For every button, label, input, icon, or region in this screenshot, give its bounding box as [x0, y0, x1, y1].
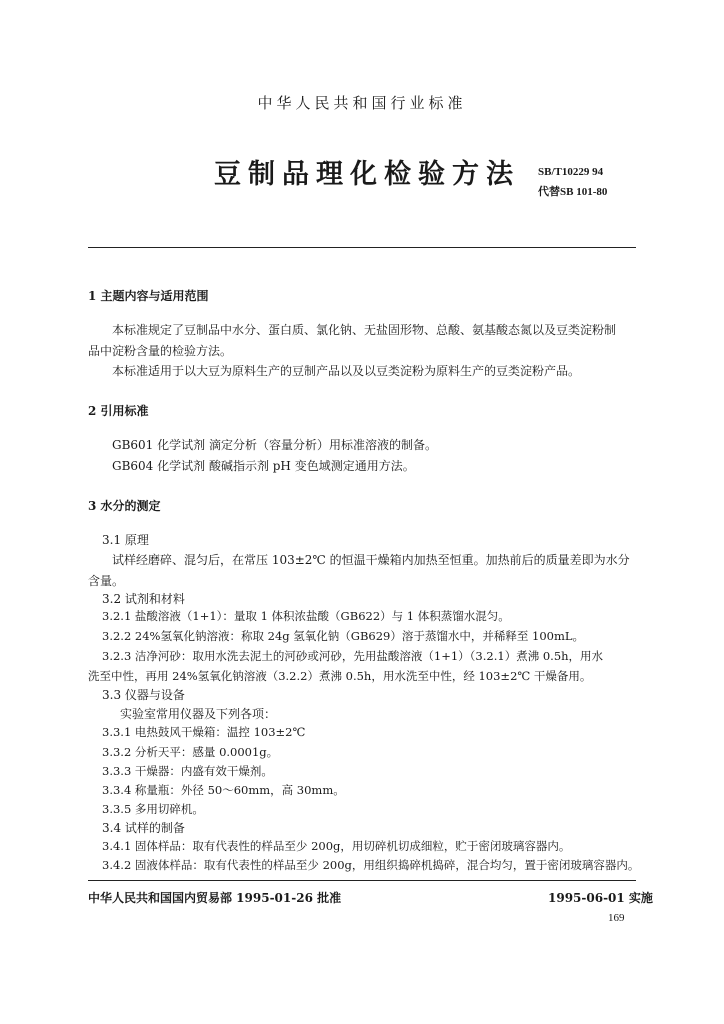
item-3-3-3: 3.3.3 干燥器：内盛有效干燥剂。	[102, 764, 273, 778]
item-3-3-2: 3.3.2 分析天平：感量 0.0001g。	[102, 745, 279, 759]
principle-text: 试样经磨碎、混匀后，在常压 103±2℃ 的恒温干燥箱内加热至恒重。加热前后的质量差即为水分	[112, 553, 630, 567]
page-number: 169	[608, 912, 625, 924]
issuing-organization: 中华人民共和国行业标准	[257, 94, 467, 112]
document-title: 豆制品理化检验方法	[214, 159, 520, 190]
subsection-3-1-heading: 3.1 原理	[102, 533, 149, 547]
item-3-2-3: 3.2.3 洁净河砂：取用水洗去泥土的河砂或河砂，先用盐酸溶液（1+1）（3.2.1）煮沸 0.5h，用水	[102, 649, 604, 663]
section-3-heading: 3 水分的测定	[88, 499, 161, 513]
item-3-2-1: 3.2.1 盐酸溶液（1+1）：量取 1 体积浓盐酸（GB622）与 1 体积蒸馏水混匀。	[102, 609, 510, 623]
item-3-4-1: 3.4.1 固体样品：取有代表性的样品至少 200g，用切碎机切成细粒，贮于密闭玻璃容器内。	[102, 839, 571, 853]
subsection-3-3-heading: 3.3 仪器与设备	[102, 688, 185, 702]
standard-code: SB/T10229 94	[538, 166, 604, 178]
replaces-standard: 代替SB 101-80	[538, 186, 608, 198]
reference-gb601: GB601 化学试剂 滴定分析（容量分析）用标准溶液的制备。	[112, 438, 437, 452]
section-1-heading: 1 主题内容与适用范围	[88, 289, 209, 303]
section-1-paragraph-1: 本标准规定了豆制品中水分、蛋白质、氯化钠、无盐固形物、总酸、氨基酸态氮以及豆类淀粉制	[112, 323, 617, 337]
item-3-4-2: 3.4.2 固液体样品：取有代表性的样品至少 200g，用组织捣碎机捣碎，混合均匀，置于密闭玻璃容器内。	[102, 858, 640, 872]
item-3-2-2: 3.2.2 24%氢氧化钠溶液：称取 24g 氢氧化钠（GB629）溶于蒸馏水中，并稀释至 100mL。	[102, 629, 585, 643]
item-3-2-3-cont: 洗至中性，再用 24%氢氧化钠溶液（3.2.2）煮沸 0.5h，用水洗至中性，经 103±2℃ 干燥备用。	[88, 669, 592, 683]
approval-note: 中华人民共和国国内贸易部 1995-01-26 批准	[88, 891, 342, 905]
section-1-paragraph-2: 本标准适用于以大豆为原料生产的豆制产品以及以豆类淀粉为原料生产的豆类淀粉产品。	[112, 364, 581, 378]
item-3-3-4: 3.3.4 称量瓶：外径 50～60mm，高 30mm。	[102, 783, 345, 797]
footer-divider	[88, 880, 636, 881]
subsection-3-4-heading: 3.4 试样的制备	[102, 821, 185, 835]
principle-text-cont: 含量。	[88, 574, 125, 588]
item-3-3-5: 3.3.5 多用切碎机。	[102, 802, 204, 816]
section-2-heading: 2 引用标准	[88, 404, 149, 418]
section-1-paragraph-1-cont: 品中淀粉含量的检验方法。	[88, 344, 233, 358]
reference-gb604: GB604 化学试剂 酸碱指示剂 pH 变色域测定通用方法。	[112, 459, 415, 473]
subsection-3-2-heading: 3.2 试剂和材料	[102, 592, 185, 606]
implementation-date: 1995-06-01 实施	[548, 891, 653, 905]
equipment-intro: 实验室常用仪器及下列各项：	[120, 707, 277, 721]
item-3-3-1: 3.3.1 电热鼓风干燥箱：温控 103±2℃	[102, 725, 306, 739]
header-divider	[88, 247, 636, 248]
